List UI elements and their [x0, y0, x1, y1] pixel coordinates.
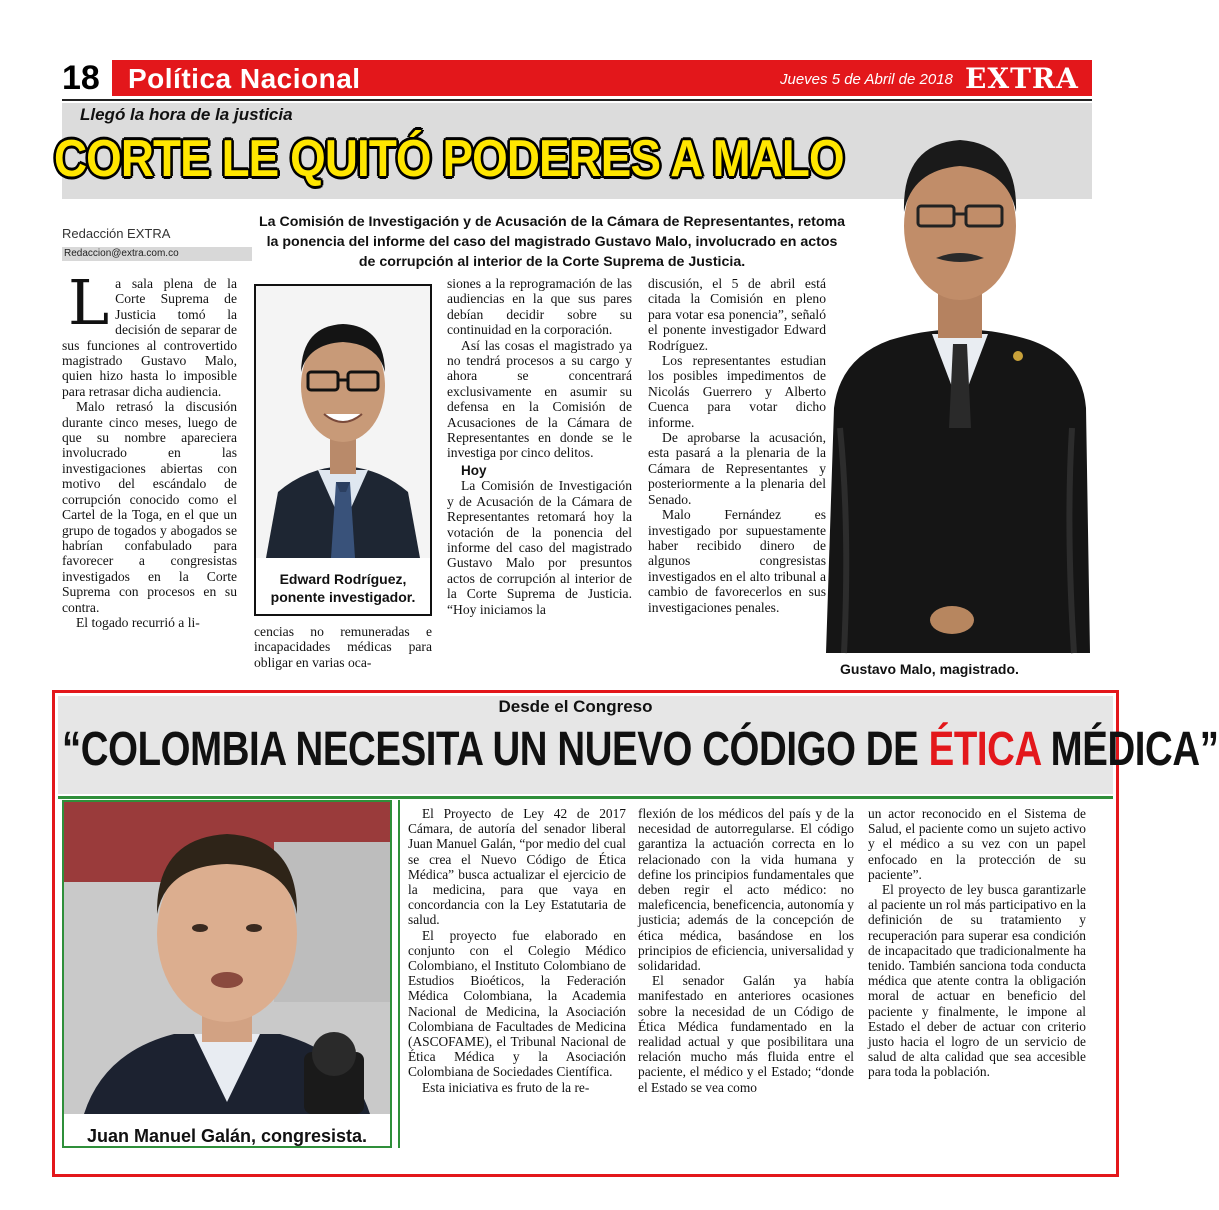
portrait-edward-rodriguez-image: [256, 286, 430, 558]
photo-caption: Juan Manuel Galán, congresista.: [86, 1126, 368, 1146]
article-paragraph: El Proyecto de Ley 42 de 2017 Cámara, de autoría del senador liberal Juan Manuel Galán, “por medio del cual se crea el Nuevo Código de Ética Médica” busca actualizar el ejercicio de la medicina, para que vaya en concordancia con la Ley Estatutaria de salud.: [408, 806, 626, 928]
green-rule: [58, 796, 1113, 799]
photo-caption: Edward Rodríguez, ponente investigador.: [270, 571, 416, 605]
top-story-deck: La Comisión de Investigación y de Acusación de la Cámara de Representantes, retoma la ponencia del informe del caso del magistrado Gustavo Malo, involucrado en actos de corrupción al interior de la Corte Suprema de Justicia.: [258, 214, 846, 270]
top-story-kicker: Llegó la hora de la justicia: [80, 105, 293, 124]
top-story-column-2: [254, 624, 432, 670]
article-paragraph: Esta iniciativa es fruto de la re-: [422, 1079, 590, 1095]
top-story-column-4: [648, 276, 826, 615]
bottom-story-column-2: [638, 806, 854, 1095]
article-paragraph: Así las cosas el magistrado ya no tendrá procesos a su cargo y ahora se concentrará exclusivamente en asumir su defensa en la Comisión de Acusaciones de la Cámara de Representantes en donde se le investiga por cinco delitos.: [447, 337, 632, 461]
photo-caption: Gustavo Malo, magistrado.: [840, 661, 1019, 677]
article-paragraph: un actor reconocido en el Sistema de Salud, el paciente como un sujeto activo y el médico a su vez con un papel enfocado en la protección de su paciente”.: [868, 806, 1086, 882]
top-story-headline: CORTE LE QUITÓ PODERES A MALO: [54, 130, 844, 188]
article-paragraph: La sala plena de la Corte Suprema de Justicia tomó la decisión de separar de sus funciones al controvertido magistrado Gustavo Malo, quien hizo hasta lo imposible para retrasar dicha audiencia.: [62, 266, 237, 399]
headline-accent-word: ÉTICA: [928, 723, 1041, 776]
newspaper-logo: EXTRA: [965, 62, 1079, 95]
page-number: 18: [62, 59, 100, 97]
article-paragraph: discusión, el 5 de abril está citada la Comisión en pleno para votar esa ponencia”, señaló el ponente investigador Edward Rodríguez.: [648, 276, 826, 353]
portrait-gustavo-malo-image: [820, 108, 1092, 653]
article-subhead: Hoy: [461, 462, 487, 478]
column-divider: [398, 800, 400, 1148]
byline-email: Redaccion@extra.com.co: [62, 247, 252, 261]
article-paragraph: Malo retrasó la discusión durante cinco meses, luego de que su nombre apareciera involucrado en las investigaciones abiertas con motivo del escándalo de corrupción conocido como el Cartel de la Toga, en el que un grupo de togados y abogados se habrían confabulado para favorecer a congresistas investigados en la Corte Suprema con procesos en su contra.: [62, 399, 237, 615]
byline: Redacción EXTRA: [62, 226, 171, 241]
article-paragraph: Malo Fernández es investigado por supuestamente haber recibido dinero de algunos congresistas investigados en el alto tribunal a cambio de favorecerlos en sus investigaciones penales.: [648, 507, 826, 615]
top-story-column-1: [62, 266, 237, 630]
article-paragraph: La Comisión de Investigación y de Acusación de la Cámara de Representantes retomará hoy la votación de la ponencia del informe del caso del magistrado Gustavo Malo por presuntos actos de corrupción al interior de la Corte Suprema de Justicia. “Hoy iniciamos la: [447, 478, 632, 617]
article-paragraph: El togado recurrió a li-: [76, 614, 200, 630]
bottom-story-kicker: Desde el Congreso: [498, 697, 653, 716]
portrait-juan-manuel-galan-image: [64, 802, 390, 1114]
article-paragraph: siones a la reprogramación de las audiencias en la que sus pares debían decidir sobre su continuidad en la corporación.: [447, 276, 632, 338]
article-paragraph: El proyecto de ley busca garantizarle al paciente un rol más participativo en la definición de su tratamiento y recuperación para superar esa condición de incapacitado que tradicionalmente ha tenido. También sanciona toda conducta médica que atente contra la obligación moral de actuar en beneficio del paciente y finalmente, le impone al Estado el deber de actuar con criterio justo hacia el logro de un servicio de salud de alta calidad que sea accesible para toda la población.: [868, 882, 1086, 1080]
article-paragraph: El proyecto fue elaborado en conjunto con el Colegio Médico Colombiano, el Instituto Colombiano de Estudios Bioéticos, la Federación Médica Colombiana, la Academia Nacional de Medicina, la Asociación Colombiana de Facultades de Medicina (ASCOFAME), el Tribunal Nacional de Ética Médica y la Asociación Colombiana de Sociedades Científica.: [408, 927, 626, 1080]
bottom-story-column-3: [868, 806, 1086, 1080]
article-paragraph: El senador Galán ya había manifestado en anteriores ocasiones sobre la necesidad de un Código de Ética Médica fundamentado en la realidad actual y que posibilitara una relación mucho más fluida entre el paciente, el médico y el Estado; “donde el Estado se vea como: [638, 973, 854, 1095]
top-story-column-3: [447, 276, 632, 617]
bottom-story-column-1: [408, 806, 626, 1095]
drop-cap: L: [68, 266, 110, 339]
section-title: Política Nacional: [128, 63, 361, 94]
article-paragraph: Los representantes estudian los posibles impedimentos de Nicolás Guerrero y Alberto Cuenca para votar dicho informe.: [648, 353, 826, 430]
article-paragraph: cencias no remuneradas e incapacidades médicas para obligar en varias oca-: [254, 624, 432, 670]
issue-date: Jueves 5 de Abril de 2018: [780, 71, 953, 88]
article-paragraph: flexión de los médicos del país y de la necesidad de autorregularse. El código garantiza la actuación correcta en lo relacionado con la vida humana y define los principios fundamentales que deben regir el acto médico: no maleficencia, beneficencia, autonomía y justicia; además de la concepción de ética médica, basándose en los principios de eficiencia, universalidad y solidaridad.: [638, 806, 854, 974]
article-paragraph: De aprobarse la acusación, esta pasará a la plenaria de la Cámara de Representantes y posteriormente a la plenaria del Senado.: [648, 430, 826, 507]
photo-edward-rodriguez: [254, 284, 432, 616]
photo-juan-manuel-galan: [62, 800, 392, 1148]
bottom-story-headline: “COLOMBIA NECESITA UN NUEVO CÓDIGO DE ÉTICA MÉDICA”: [62, 723, 1219, 776]
header-rule: [62, 99, 1092, 101]
